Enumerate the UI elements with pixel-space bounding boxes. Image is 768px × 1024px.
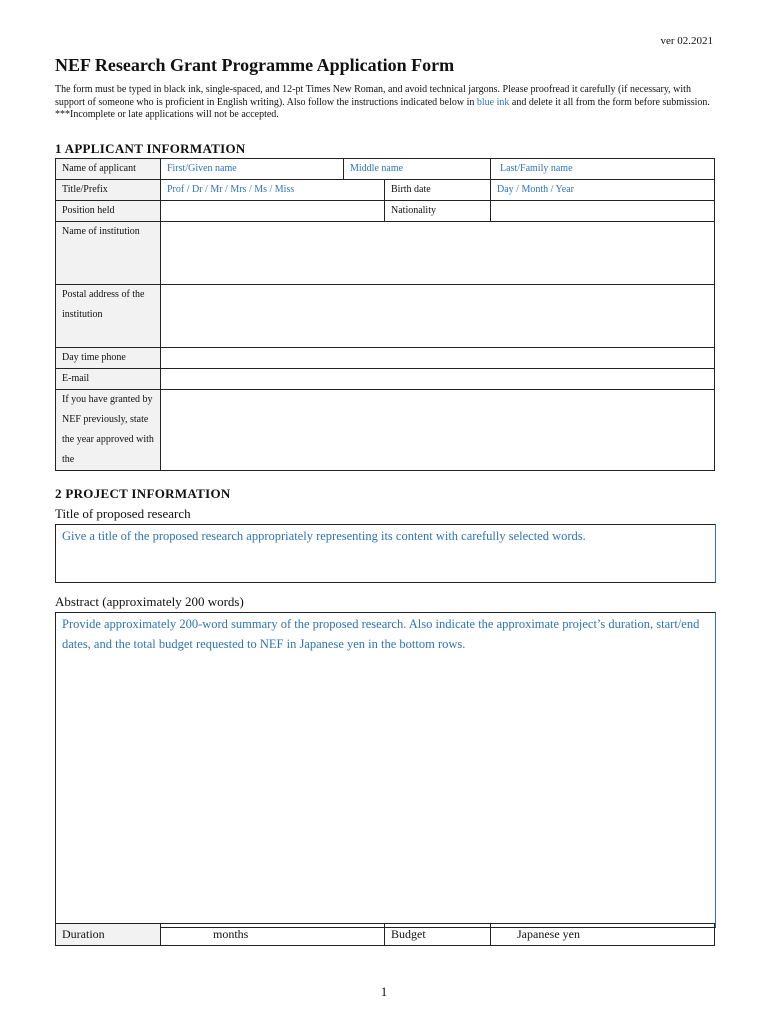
title-prefix-field[interactable]: Prof / Dr / Mr / Mrs / Ms / Miss bbox=[161, 180, 385, 201]
table-row bbox=[56, 159, 715, 180]
title-prefix-label: Title/Prefix bbox=[56, 180, 161, 201]
nationality-field[interactable] bbox=[491, 201, 715, 222]
research-title-field[interactable]: Give a title of the proposed research appropriately representing its content with carefully selected words. bbox=[55, 524, 716, 583]
intro-blue-ink: blue ink bbox=[476, 96, 510, 108]
first-name-field[interactable]: First/Given name bbox=[161, 159, 344, 180]
table-row bbox=[56, 924, 715, 946]
abstract-label: Abstract (approximately 200 words) bbox=[55, 594, 244, 609]
intro-text-part1: The form must be typed in black ink, single-spaced, and 12-pt Times New Roman, and avoid technical jargons. Please proofread it carefully (if necessary, with support of someone who is proficient in English writing). Also follow the instructions indicated below in bbox=[55, 84, 691, 108]
institution-name-label: Name of institution bbox=[56, 222, 161, 285]
table-row bbox=[56, 390, 715, 471]
form-title: NEF Research Grant Programme Application Form bbox=[55, 55, 455, 75]
duration-field[interactable] bbox=[161, 924, 385, 946]
previous-grant-label: If you have granted by NEF previously, state the year approved with the bbox=[56, 390, 161, 471]
months-unit: months bbox=[213, 927, 249, 941]
day-time-phone-field[interactable] bbox=[161, 348, 715, 369]
abstract-field[interactable]: Provide approximately 200-word summary of the proposed research. Also indicate the approximate project’s duration, start/end dates, and the total budget requested to NEF in Japanese yen in the bottom rows. bbox=[55, 612, 716, 928]
duration-label: Duration bbox=[56, 924, 161, 946]
postal-address-label: Postal address of the institution bbox=[56, 285, 161, 348]
intro-instructions bbox=[55, 84, 715, 122]
japanese-yen-unit: Japanese yen bbox=[517, 927, 580, 941]
table-row bbox=[56, 201, 715, 222]
email-field[interactable] bbox=[161, 369, 715, 390]
version-label: ver 02.2021 bbox=[660, 35, 713, 47]
institution-name-field[interactable] bbox=[161, 222, 715, 285]
table-row bbox=[56, 180, 715, 201]
birth-date-label: Birth date bbox=[385, 180, 491, 201]
postal-address-field[interactable] bbox=[161, 285, 715, 348]
previous-grant-field[interactable] bbox=[161, 390, 715, 471]
last-name-field[interactable]: Last/Family name bbox=[491, 159, 715, 180]
section-project-heading: 2 PROJECT INFORMATION bbox=[55, 486, 231, 501]
name-of-applicant-label: Name of applicant bbox=[56, 159, 161, 180]
intro-text-part2: and delete it all from the form before submission. ***Incomplete or late applications will not be accepted. bbox=[55, 96, 710, 120]
middle-name-field[interactable]: Middle name bbox=[344, 159, 491, 180]
section-applicant-heading: 1 APPLICANT INFORMATION bbox=[55, 141, 246, 156]
position-held-field[interactable] bbox=[161, 201, 385, 222]
birth-date-field[interactable]: Day / Month / Year bbox=[491, 180, 715, 201]
position-held-label: Position held bbox=[56, 201, 161, 222]
budget-label: Budget bbox=[385, 924, 491, 946]
table-row bbox=[56, 222, 715, 285]
nationality-label: Nationality bbox=[385, 201, 491, 222]
research-title-label: Title of proposed research bbox=[55, 506, 191, 521]
table-row bbox=[56, 348, 715, 369]
applicant-info-table bbox=[55, 158, 715, 471]
budget-field[interactable] bbox=[491, 924, 715, 946]
table-row bbox=[56, 369, 715, 390]
day-time-phone-label: Day time phone bbox=[56, 348, 161, 369]
page-number: 1 bbox=[380, 984, 388, 999]
email-label: E-mail bbox=[56, 369, 161, 390]
duration-budget-table bbox=[55, 923, 715, 946]
table-row bbox=[56, 285, 715, 348]
